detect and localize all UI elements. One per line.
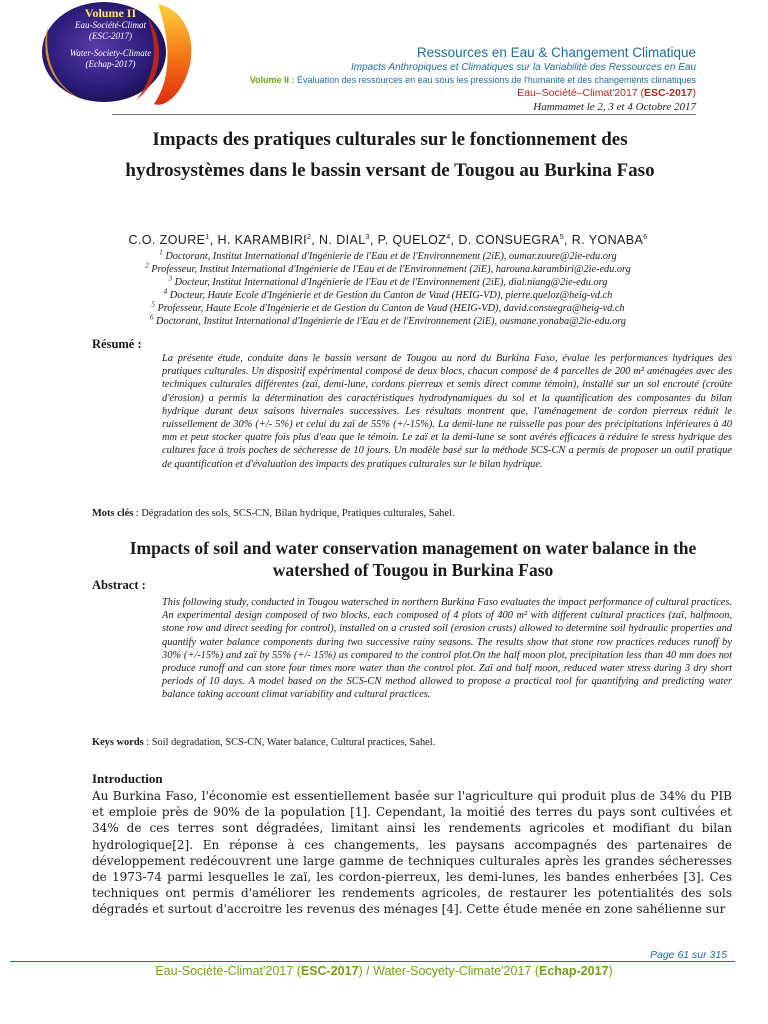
author-affiliation-number: 5 bbox=[559, 233, 565, 241]
footer-code-echap: Echap-2017 bbox=[539, 964, 609, 978]
logo-text bbox=[58, 6, 163, 70]
abstract-keywords: Keys words : Soil degradation, SCS-CN, Water balance, Cultural practices, Sahel. bbox=[92, 737, 436, 748]
resume-label: Résumé : bbox=[92, 337, 142, 351]
author-affiliation-number: 2 bbox=[307, 233, 312, 241]
paper-title-en: Impacts of soil and water conservation management on water balance in the watershed of Tougou in Burkina Faso bbox=[129, 538, 697, 580]
logo-line4: (Echap-2017) bbox=[85, 59, 136, 69]
resume-keywords: Mots clés : Dégradation des sols, SCS-CN, Bilan hydrique, Pratiques culturales, Sahel. bbox=[92, 508, 455, 519]
abstract-label: Abstract : bbox=[92, 578, 146, 592]
affiliation-text: Doctorant, Institut International d'Ingénierie de l'Eau et de l'Environnement (2iE), ousmane.yonaba@2ie-edu.org bbox=[153, 316, 627, 327]
author-name: H. KARAMBIRI bbox=[217, 233, 307, 247]
resume-text: La présente étude, conduite dans le bassin versant de Tougou au nord du Burkina Faso, évalue les performances hydriques des pratiques culturales. Un dispositif expérimental composé de deux blocs, chacun composé de 4 parcelles de 200 m² aménagées avec des techniques culturales différentes (zaï, demi-lune, cordons pierreux et semis direct comme témoin), installé sur un sol encrouté (croûte d'érosion) a permis la détermination des caractéristiques hydrodynamiques du sol et la quantification des composantes du bilan hydrique durant deux saisons hivernales successives. Les résultats montrent que, l'aménagement de cordon pierreux réduit le ruissellement de 30% (+/- 5%) et celui du zaï de 55% (+/-15%). La demi-lune ne ruisselle pas pour des précipitations inférieures à 40 mm et peut stocker quatre fois plus d'eau que le témoin. Le zaï et la demi-lune se sont avérés efficaces à réduire le stress hydrique des cultures face à trois poches de sécheresse de 10 jours. Un modèle basé sur la méthode SCS-CN a permis de proposer un outil pratique de quantification et d'évaluation des impacts des pratiques culturales sur le bilan hydrique. bbox=[162, 353, 732, 470]
logo-volume: Volume II bbox=[84, 6, 137, 20]
abstract-keywords-label: Keys words bbox=[92, 737, 144, 748]
author-name: R. YONABA bbox=[571, 233, 644, 247]
logo-line3: Water-Society-Climate bbox=[69, 48, 152, 58]
header-title: Ressources en Eau & Changement Climatique bbox=[416, 45, 696, 60]
header-volume-label: Volume II : bbox=[249, 75, 295, 85]
header-conference: Eau–Société–Climat'2017 (ESC-2017) bbox=[517, 87, 696, 99]
affiliation-number: 2 bbox=[145, 261, 149, 270]
author-affiliation-number: 4 bbox=[446, 233, 451, 241]
logo-line2: (ESC-2017) bbox=[89, 31, 132, 41]
author-affiliation-number: 3 bbox=[365, 233, 370, 241]
affiliation-number: 6 bbox=[149, 313, 154, 322]
author-affiliation-number: 1 bbox=[205, 233, 210, 241]
affiliation-number: 3 bbox=[168, 274, 173, 283]
header-volume-text: Évaluation des ressources en eau sous les pressions de l'humanité et des changements climatiques bbox=[294, 75, 696, 85]
footer-code-esc: ESC-2017 bbox=[300, 964, 359, 978]
author-name: C.O. ZOURE bbox=[128, 233, 206, 247]
author-list bbox=[80, 232, 696, 248]
header-conference-code: ESC-2017 bbox=[644, 87, 693, 99]
author-name: N. DIAL bbox=[319, 233, 366, 247]
footer-divider bbox=[10, 961, 735, 962]
header-volume bbox=[176, 74, 696, 86]
affiliation-line bbox=[80, 263, 696, 276]
author-separator: , bbox=[450, 233, 459, 247]
affiliation-line bbox=[80, 315, 696, 328]
affiliation-line bbox=[80, 302, 696, 315]
introduction-heading: Introduction bbox=[92, 771, 163, 786]
author-name: D. CONSUEGRA bbox=[458, 233, 560, 247]
affiliation-number: 5 bbox=[151, 300, 155, 309]
introduction-text: Au Burkina Faso, l'économie est essentiellement basée sur l'agriculture qui produit plus de 34% du PIB et emploie près de 90% de la population [1]. Cependant, la moitié des terres du pays sont cultivées et 34% de ces terres sont dégradées, limitant ainsi les rendements agricoles et modifiant du bilan hydrologique[2]. En réponse à ces changements, les paysans accompagnés des partenaires de développement redécouvrent une large gamme de techniques culturales après les grandes sécheresses de 1973-74 parmi lesquelles le zaï, les cordon-pierreux, les demi-lunes, les bandes enherbées [3]. Ces techniques ont permis d'améliorer les rendements agricoles, de restaurer les potentialités des sols dégradés et surtout d'accroitre les revenus des ménages [4]. Cette étude menée en zone sahélienne sur bbox=[92, 789, 732, 917]
affiliation-number: 4 bbox=[163, 287, 168, 296]
affiliation-text: Professeur, Haute Ecole d'Ingénierie et de Gestion du Canton de Vaud (HEIG-VD), david.consuegra@heig-vd.ch bbox=[154, 303, 625, 314]
affiliation-text: Doctorant, Institut International d'Ingénierie de l'Eau et de l'Environnement (2iE), oumar.zoure@2ie-edu.org bbox=[162, 251, 617, 262]
affiliation-list bbox=[80, 250, 696, 328]
page-number: Page 61 sur 315 bbox=[650, 949, 728, 961]
header-place-date: Hammamet le 2, 3 et 4 Octobre 2017 bbox=[533, 101, 696, 113]
affiliation-text: Docteur, Haute Ecole d'Ingénierie et de Gestion du Canton de Vaud (HEIG-VD), pierre.queloz@heig-vd.ch bbox=[167, 290, 613, 301]
author-separator: , bbox=[564, 233, 572, 247]
affiliation-number: 1 bbox=[159, 248, 163, 257]
logo-line1: Eau-Société-Climat bbox=[75, 20, 146, 30]
header-subtitle: Impacts Anthropiques et Climatiques sur la Variabilité des Ressources en Eau bbox=[351, 62, 696, 73]
author-separator: , bbox=[209, 233, 218, 247]
author-name: P. QUELOZ bbox=[377, 233, 447, 247]
author-affiliation-number: 6 bbox=[643, 233, 648, 241]
conference-logo bbox=[8, 0, 200, 112]
affiliation-text: Docteur, Institut International d'Ingénierie de l'Eau et de l'Environnement (2iE), dial.niang@2ie-edu.org bbox=[172, 277, 608, 288]
resume-keywords-label: Mots clés bbox=[92, 508, 134, 519]
paper-title-fr: Impacts des pratiques culturales sur le fonctionnement des hydrosystèmes dans le bassin versant de Tougou au Burkina Faso bbox=[125, 129, 655, 181]
affiliation-line bbox=[80, 250, 696, 263]
affiliation-text: Professeur, Institut International d'Ingénierie de l'Eau et de l'Environnement (2iE), harouna.karambiri@2ie-edu.org bbox=[148, 264, 631, 275]
affiliation-line bbox=[80, 276, 696, 289]
page-header bbox=[176, 44, 696, 114]
author-separator: , bbox=[369, 233, 378, 247]
abstract-text: This following study, conducted in Tougou watersched in northern Burkina Faso evaluates the impact performance of cultural practices. An experimental design composed of two blocks, each composed of 4 plots of 400 m² with different cultural practices (zaï, halfmoon, stone row and direct seeding for control), installed on a crusted soil (erosion crusts) allowed to determine soil hydraulic properties and quantify water balance components during two successive rainy seasons. The results show that stone row practices reduces runoff by 30% (+/-15%) and zaï by 55% (+/- 15%) as compared to the control plot.On the half moon plot, precipitation less than 40 mm does not produce runoff and can store four times more water than the control plot. Zaï and half moon, reduced water stress during 3 dry short periods of 10 days. A model based on the SCS-CN method allowed to propose a practical tool for quantifying and predicting water balance taking account climat variability and cultural practices. bbox=[162, 597, 732, 701]
page-footer: Eau-Société-Climat'2017 (ESC-2017) / Water-Socyety-Climate'2017 (Echap-2017) bbox=[155, 964, 613, 978]
affiliation-line bbox=[80, 289, 696, 302]
header-divider bbox=[112, 114, 696, 115]
author-separator: , bbox=[311, 233, 320, 247]
